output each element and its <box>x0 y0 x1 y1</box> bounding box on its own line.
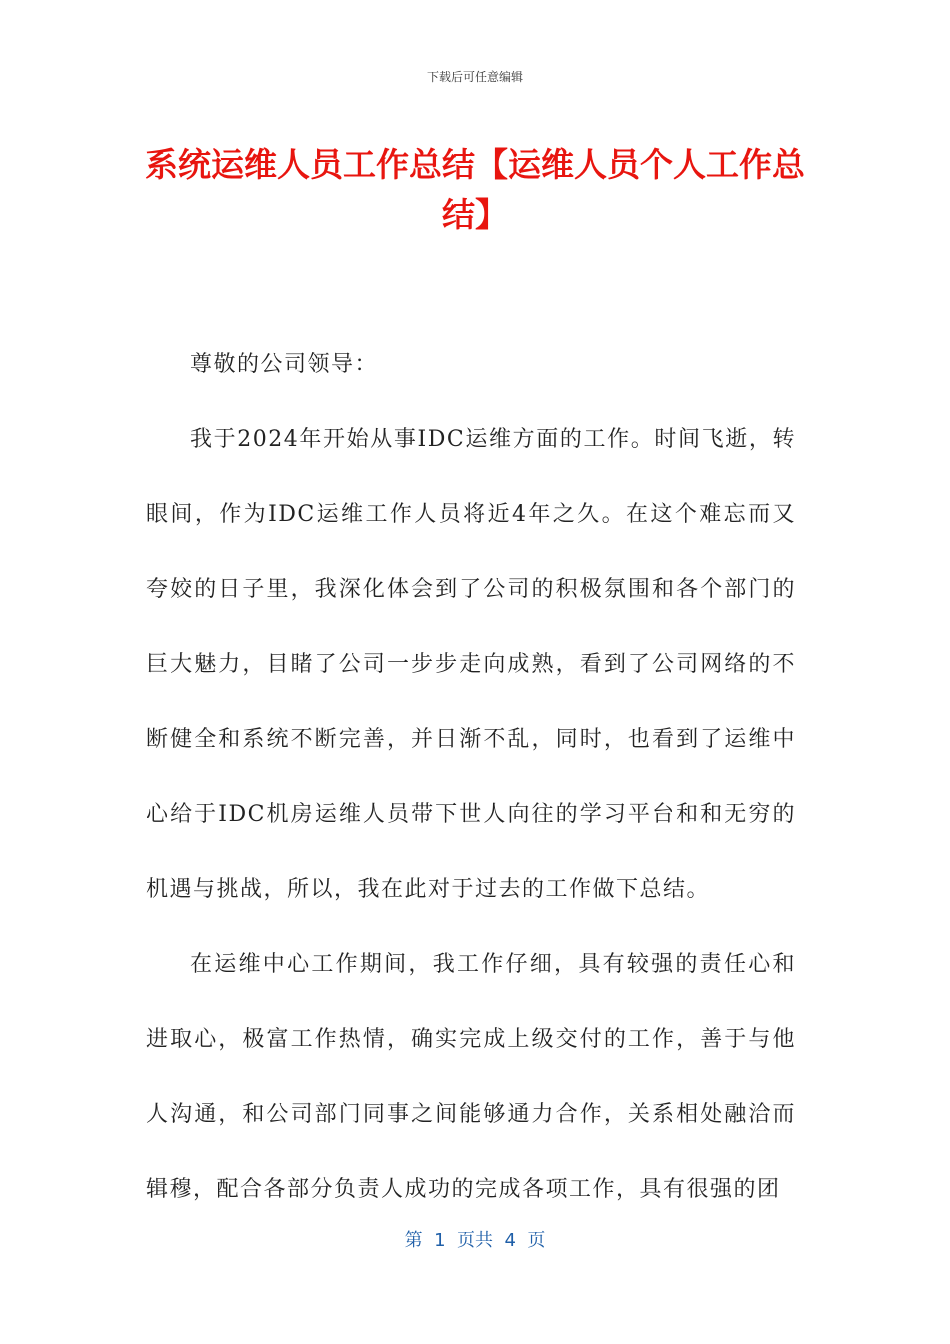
document-body <box>146 327 796 1227</box>
body-paragraph-2: 在运维中心工作期间，我工作仔细，具有较强的责任心和进取心，极富工作热情，确实完成上级交付的工作，善于与他人沟通，和公司部门同事之间能够通力合作，关系相处融洽而辑穆，配合各部分负责人成功的完成各项工作，具有很强的团 <box>146 952 796 1202</box>
document-title: 系统运维人员工作总结【运维人员个人工作总结】 <box>145 145 805 234</box>
body-paragraph-1: 我于2024年开始从事IDC运维方面的工作。时间飞逝，转眼间，作为IDC运维工作人员将近4年之久。在这个难忘而又夸姣的日子里，我深化体会到了公司的积极氛围和各个部门的巨大魅力，目睹了公司一步步走向成熟，看到了公司网络的不断健全和系统不断完善，并日渐不乱，同时，也看到了运维中心给于IDC机房运维人员带下世人向往的学习平台和和无穷的机遇与挑战，所以，我在此对于过去的工作做下总结。 <box>146 427 796 902</box>
header-note: 下载后可任意编辑 <box>426 70 523 84</box>
page-number-footer: 第 1 页共 4 页 <box>404 1230 546 1251</box>
salutation-paragraph: 尊敬的公司领导： <box>190 352 379 377</box>
